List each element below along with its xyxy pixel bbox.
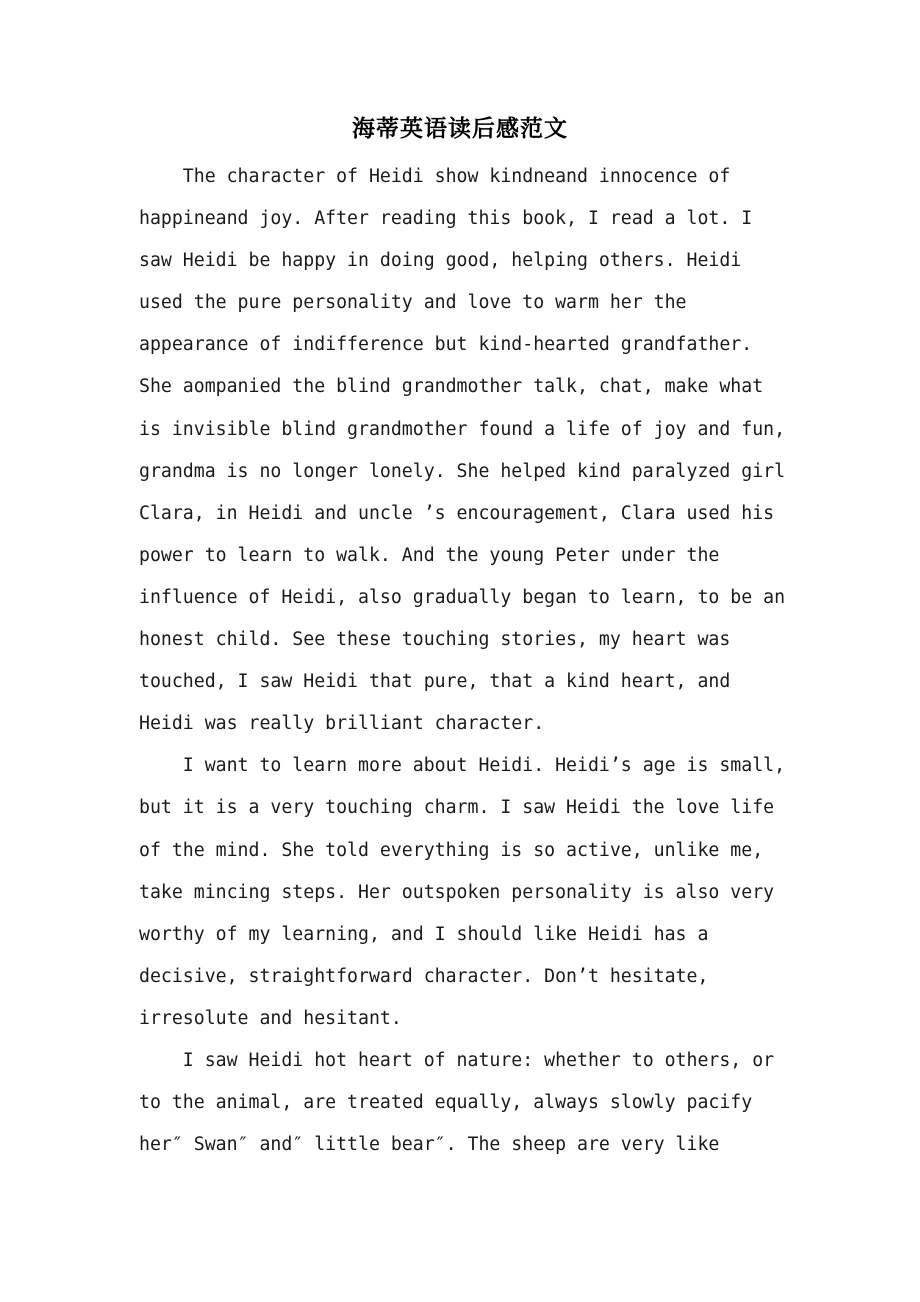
document-title: 海蒂英语读后感范文 — [352, 115, 568, 142]
text-line: grandma is no longer lonely. She helped kind paralyzed girl — [139, 460, 786, 482]
text-line: her″ Swan″ and″ little bear″. The sheep are very like — [139, 1134, 720, 1156]
text-line: worthy of my learning, and I should like Heidi has a — [139, 923, 709, 945]
text-line: honest child. See these touching stories, my heart was — [139, 629, 731, 651]
text-line: power to learn to walk. And the young Peter under the — [139, 544, 720, 566]
text-line: The character of Heidi show kindneand innocence of — [139, 166, 731, 187]
text-line: happineand joy. After reading this book, I read a lot. I — [139, 208, 753, 230]
text-line: I want to learn more about Heidi. Heidi’s age is small, — [139, 755, 786, 777]
document-body — [139, 156, 799, 1166]
text-line: take mincing steps. Her outspoken personality is also very — [139, 881, 775, 903]
text-line: I saw Heidi hot heart of nature: whether to others, or — [139, 1049, 775, 1071]
text-line: appearance of indifference but kind-hearted grandfather. — [139, 334, 753, 356]
text-line: influence of Heidi, also gradually began to learn, to be an — [139, 586, 786, 608]
text-line: Clara, in Heidi and uncle ’s encouragement, Clara used his — [139, 502, 775, 524]
text-line: used the pure personality and love to warm her the — [139, 292, 687, 314]
text-line: is invisible blind grandmother found a life of joy and fun, — [139, 418, 786, 440]
text-line: of the mind. She told everything is so active, unlike me, — [139, 839, 764, 861]
text-line: saw Heidi be happy in doing good, helping others. Heidi — [139, 250, 742, 272]
text-line: to the animal, are treated equally, always slowly pacify — [139, 1092, 753, 1114]
text-line: She aompanied the blind grandmother talk, chat, make what — [139, 376, 764, 398]
text-line: Heidi was really brilliant character. — [139, 713, 545, 735]
text-line: touched, I saw Heidi that pure, that a kind heart, and — [139, 671, 731, 693]
text-line: irresolute and hesitant. — [139, 1007, 402, 1029]
text-line: decisive, straightforward character. Don’t hesitate, — [139, 965, 709, 987]
text-line: but it is a very touching charm. I saw Heidi the love life — [139, 797, 775, 819]
